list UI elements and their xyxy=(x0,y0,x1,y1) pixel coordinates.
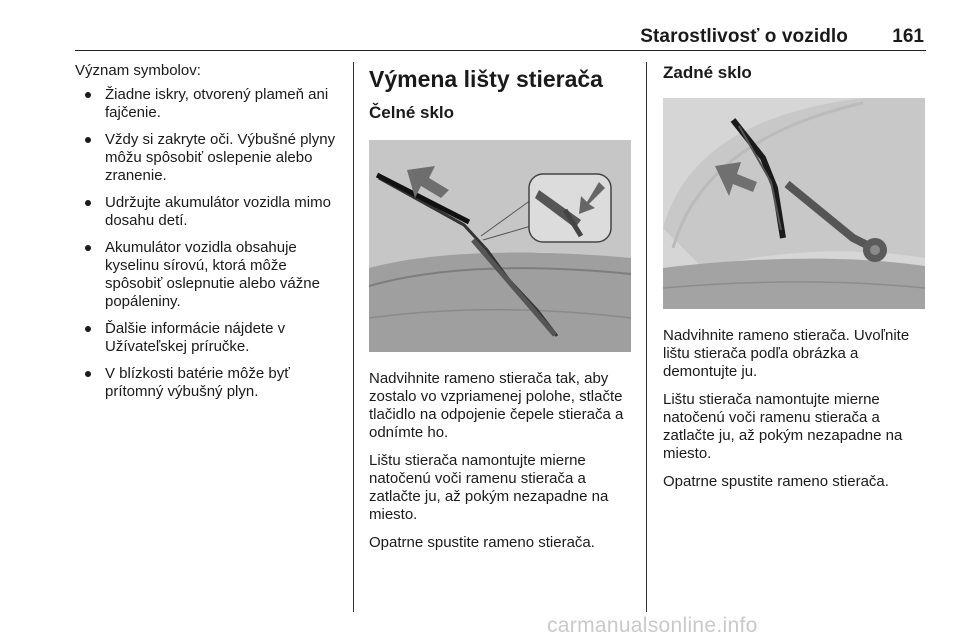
left-column xyxy=(75,62,345,410)
list-item: Žiadne iskry, otvorený plameň ani fajčenie. xyxy=(75,86,345,122)
front-wiper-illustration-icon xyxy=(369,140,631,352)
right-column xyxy=(663,62,929,501)
front-step-2: Lištu stierača namontujte mierne natočenú voči ramenu stierača a zatlačte ju, až pokým nezapadne na miesto. xyxy=(369,452,609,523)
symbol-list xyxy=(75,86,345,401)
column-divider xyxy=(353,62,354,612)
rear-step-2: Lištu stierača namontujte mierne natočenú voči ramenu stierača a zatlačte ju, až pokým nezapadne na miesto. xyxy=(663,391,903,462)
column-divider xyxy=(646,62,647,612)
page-header xyxy=(75,26,926,51)
watermark: carmanualsonline.info xyxy=(547,614,758,637)
page-section-title: Starostlivosť o vozidlo xyxy=(640,26,848,47)
list-item: Ďalšie informácie nájdete v Užívateľskej príručke. xyxy=(75,320,345,356)
front-step-3: Opatrne spustite rameno stierača. xyxy=(369,534,595,551)
page-number: 161 xyxy=(892,26,924,47)
list-item: V blízkosti batérie môže byť prítomný výbušný plyn. xyxy=(75,365,345,401)
section-heading: Výmena lišty stierača xyxy=(369,66,603,92)
list-item: Udržujte akumulátor vozidla mimo dosahu detí. xyxy=(75,194,345,230)
front-glass-heading: Čelné sklo xyxy=(369,103,455,122)
middle-column xyxy=(369,62,633,562)
rear-wiper-illustration-icon xyxy=(663,98,925,309)
list-item: Vždy si zakryte oči. Výbušné plyny môžu spôsobiť oslepenie alebo zranenie. xyxy=(75,131,345,185)
list-item: Akumulátor vozidla obsahuje kyselinu sírovú, ktorá môže spôsobiť oslepnutie alebo vážne popáleniny. xyxy=(75,239,345,311)
rear-step-3: Opatrne spustite rameno stierača. xyxy=(663,473,889,490)
symbols-intro: Význam symbolov: xyxy=(75,62,201,79)
front-step-1: Nadvihnite rameno stierača tak, aby zostalo vo vzpriamenej polohe, stlačte tlačidlo na odpojenie čepele stierača a odnímte ho. xyxy=(369,370,624,441)
rear-step-1: Nadvihnite rameno stierača. Uvoľnite lištu stierača podľa obrázka a demontujte ju. xyxy=(663,327,910,380)
rear-glass-heading: Zadné sklo xyxy=(663,63,752,82)
